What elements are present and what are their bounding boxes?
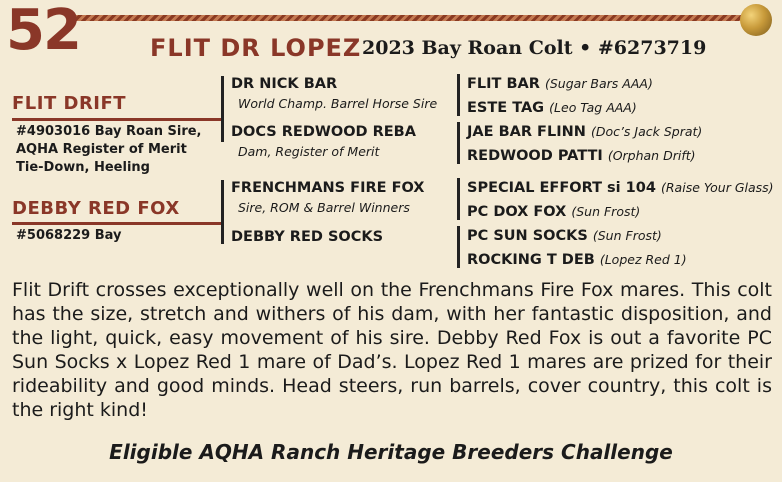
eligibility-footer: Eligible AQHA Ranch Heritage Breeders Challenge bbox=[109, 440, 673, 464]
horse-details: 2023 Bay Roan Colt • #6273719 bbox=[362, 37, 707, 59]
gen3-item: PC SUN SOCKS (Sun Frost) bbox=[467, 228, 662, 244]
dam-name: DEBBY RED FOX bbox=[12, 198, 180, 219]
sire-underline bbox=[12, 118, 224, 121]
horse-name: FLIT DR LOPEZ bbox=[150, 34, 362, 62]
dam-sire-name: FRENCHMANS FIRE FOX bbox=[231, 180, 425, 196]
sire-dam-name: DOCS REDWOOD REBA bbox=[231, 124, 416, 140]
gen3-bracket-3 bbox=[457, 178, 460, 220]
gen3-item: JAE BAR FLINN (Doc’s Jack Sprat) bbox=[467, 124, 703, 140]
dam-description: #5068229 Bay bbox=[16, 228, 122, 243]
gen3-bracket-1 bbox=[457, 74, 460, 116]
sire-bracket bbox=[221, 76, 224, 142]
lot-number: 52 bbox=[6, 0, 80, 63]
rope-knot-icon bbox=[740, 4, 772, 36]
rope-divider bbox=[70, 15, 750, 21]
dam-sire-note: Sire, ROM & Barrel Winners bbox=[238, 200, 410, 215]
gen3-item: ROCKING T DEB (Lopez Red 1) bbox=[467, 252, 687, 268]
dam-bracket bbox=[221, 180, 224, 244]
sire-sire-note: World Champ. Barrel Horse Sire bbox=[238, 96, 438, 111]
gen3-item: SPECIAL EFFORT si 104 (Raise Your Glass) bbox=[467, 180, 774, 196]
gen3-item: PC DOX FOX (Sun Frost) bbox=[467, 204, 641, 220]
gen3-bracket-4 bbox=[457, 226, 460, 268]
gen3-bracket-2 bbox=[457, 122, 460, 164]
description-paragraph: Flit Drift crosses exceptionally well on the Frenchmans Fire Fox mares. This colt has the size, stretch and withers of his dam, with her fantastic disposition, and the light, quick, easy movement of his sire. Debby Red Fox is out a favorite PC Sun Socks x Lopez Red 1 mare of Dad’s. Lopez Red 1 mares are prized for their rideability and good minds. Head steers, run barrels, cover country, this colt is the right kind! bbox=[12, 279, 772, 421]
sire-name: FLIT DRIFT bbox=[12, 93, 127, 114]
dam-underline bbox=[12, 222, 224, 225]
dam-dam-name: DEBBY RED SOCKS bbox=[231, 229, 384, 245]
gen3-item: FLIT BAR (Sugar Bars AAA) bbox=[467, 76, 653, 92]
sire-dam-note: Dam, Register of Merit bbox=[238, 144, 380, 159]
gen3-item: REDWOOD PATTI (Orphan Drift) bbox=[467, 148, 696, 164]
gen3-item: ESTE TAG (Leo Tag AAA) bbox=[467, 100, 637, 116]
sire-sire-name: DR NICK BAR bbox=[231, 76, 338, 92]
sire-description: #4903016 Bay Roan Sire, AQHA Register of Merit Tie-Down, Heeling bbox=[16, 124, 202, 175]
